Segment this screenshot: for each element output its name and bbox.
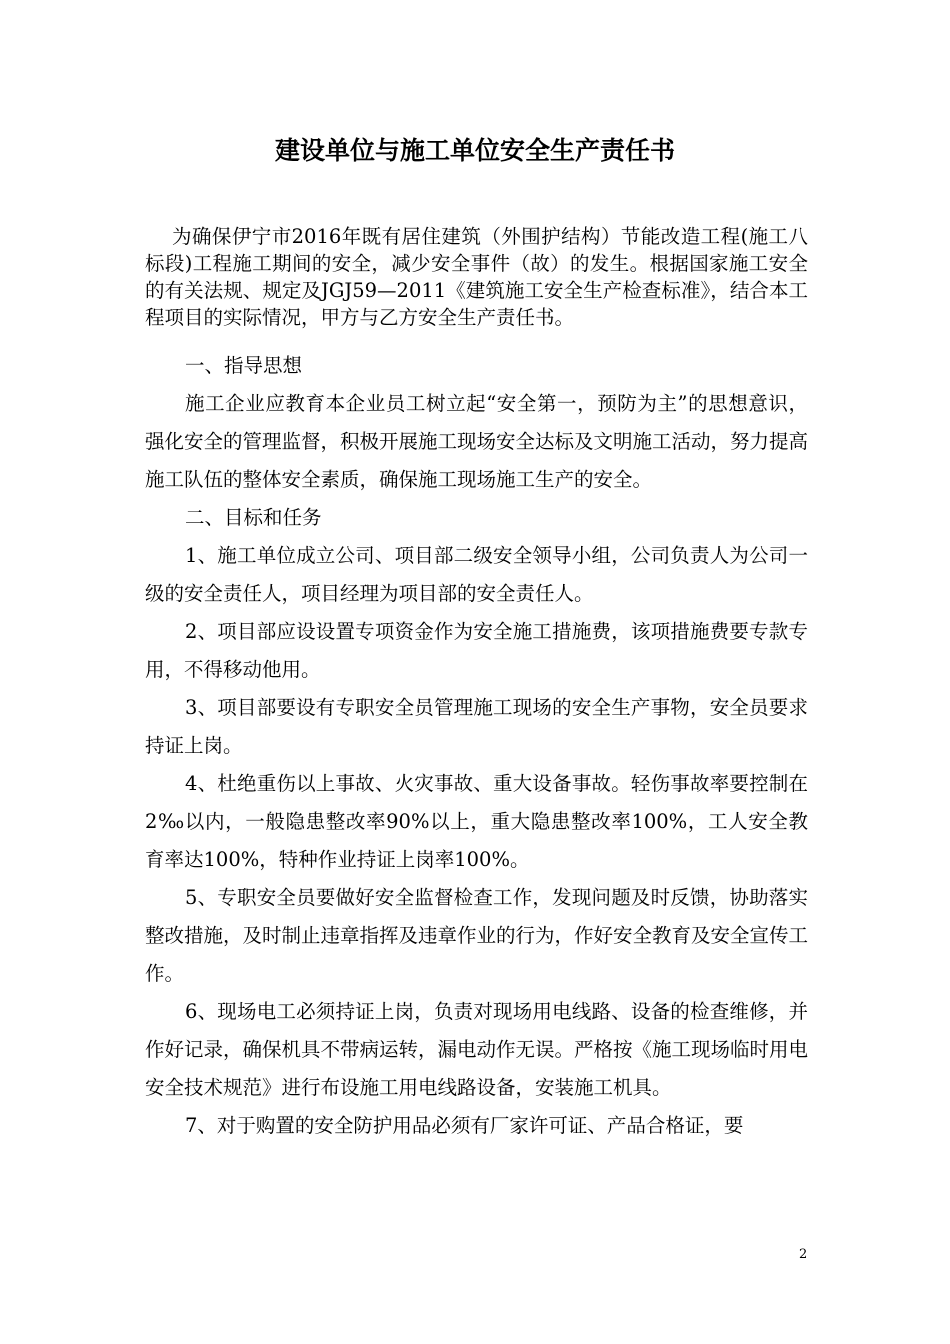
list-item: 7、对于购置的安全防护用品必须有厂家许可证、产品合格证，要 [185, 1114, 744, 1137]
section-heading-goals-tasks: 二、目标和任务 [185, 506, 322, 529]
section-heading-guiding-ideology: 一、指导思想 [185, 354, 303, 377]
list-item: 6、现场电工必须持证上岗，负责对现场用电线路、设备的检查维修，并作好记录，确保机具不带病运转，漏电动作无误。严格按《施工现场临时用电安全技术规范》进行布设施工用电线路设备，安装施工机具。 [145, 1000, 809, 1099]
intro-paragraph: 为确保伊宁市2016年既有居住建筑（外围护结构）节能改造工程(施工八标段)工程施工期间的安全，减少安全事件（故）的发生。根据国家施工安全的有关法规、规定及JGJ59—2011《建筑施工安全生产检查标准》，结合本工程项目的实际情况，甲方与乙方安全生产责任书。 [145, 225, 808, 329]
section-paragraph-guiding-ideology: 施工企业应教育本企业员工树立起“安全第一，预防为主”的思想意识，强化安全的管理监督，积极开展施工现场安全达标及文明施工活动，努力提高施工队伍的整体安全素质，确保施工现场施工生产的安全。 [145, 392, 809, 491]
list-item: 4、杜绝重伤以上事故、火灾事故、重大设备事故。轻伤事故率要控制在2‰以内，一般隐患整改率90%以上，重大隐患整改率100%，工人安全教育率达100%，特种作业持证上岗率100%。 [145, 772, 808, 871]
document-body [145, 347, 808, 1145]
list-item: 3、项目部要设有专职安全员管理施工现场的安全生产事物，安全员要求持证上岗。 [145, 696, 808, 757]
list-item: 1、施工单位成立公司、项目部二级安全领导小组，公司负责人为公司一级的安全责任人，项目经理为项目部的安全责任人。 [145, 544, 808, 605]
document-title: 建设单位与施工单位安全生产责任书 [274, 136, 675, 165]
page-number: 2 [799, 1247, 808, 1262]
list-item: 2、项目部应设设置专项资金作为安全施工措施费，该项措施费要专款专用，不得移动他用。 [145, 620, 808, 681]
list-item: 5、专职安全员要做好安全监督检查工作，发现问题及时反馈，协助落实整改措施，及时制止违章指挥及违章作业的行为，作好安全教育及安全宣传工作。 [145, 886, 809, 985]
